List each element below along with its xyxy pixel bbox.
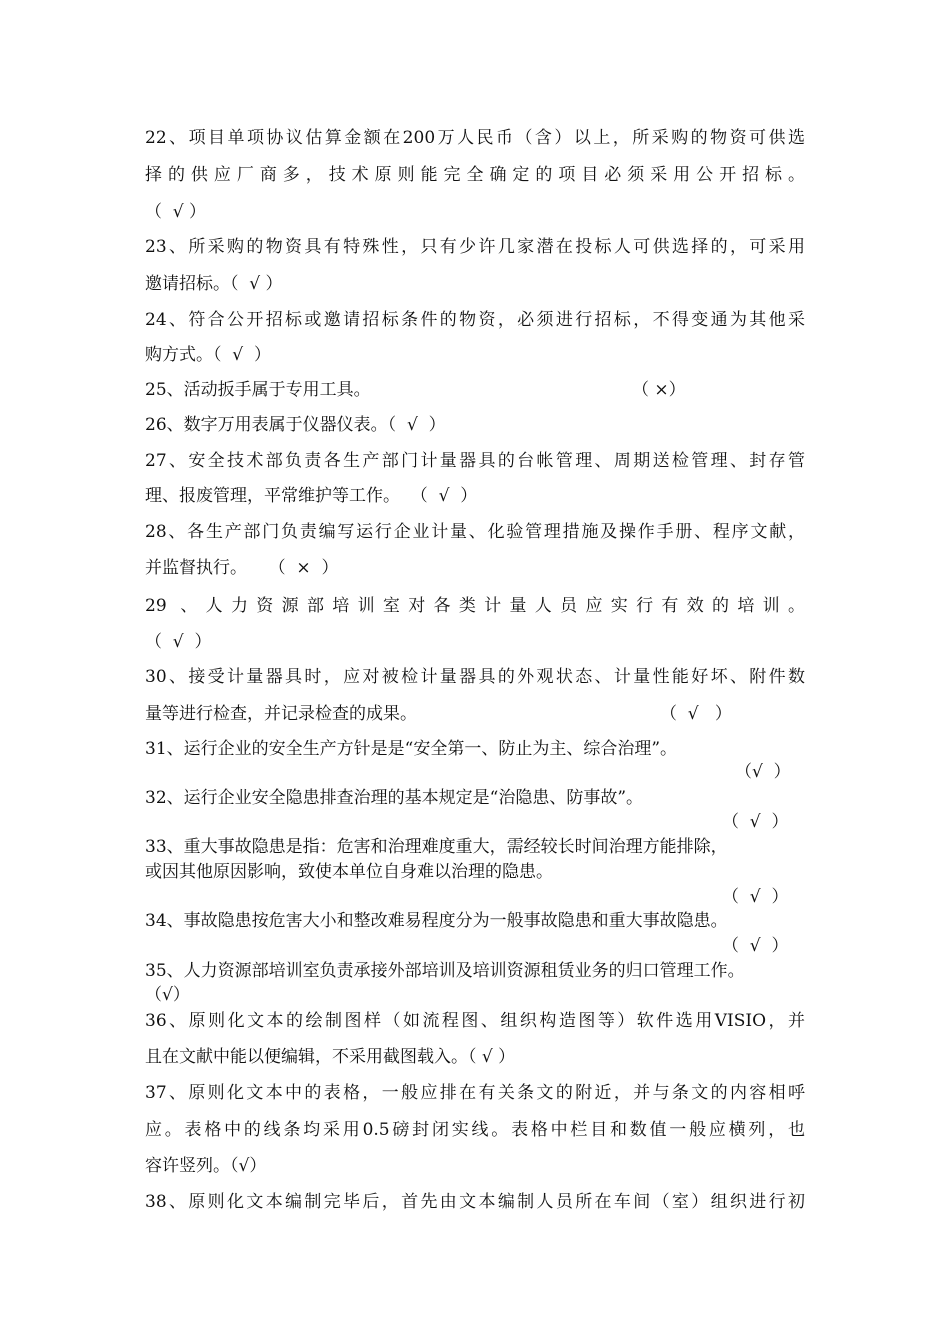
question-28-line-1: 28、各生产部门负责编写运行企业计量、化验管理措施及操作手册、程序文献， [145, 522, 805, 542]
question-28-line-2: 并监督执行。 （ × ） [145, 558, 339, 578]
question-36-line-1: 36、原则化文本的绘制图样（如流程图、组织构造图等）软件选用VISIO，并 [145, 1011, 805, 1031]
question-24-line-2: 购方式。（ √ ） [145, 345, 271, 365]
question-30-line-2: 量等进行检查，并记录检查的成果。 [145, 704, 417, 724]
question-27-line-2: 理、报废管理，平常维护等工作。 （ √ ） [145, 486, 478, 506]
question-36-line-2: 且在文献中能以便编辑，不采用截图载入。（ √ ） [145, 1047, 516, 1067]
question-32: 32、运行企业安全隐患排查治理的基本规定是“治隐患、防事故”。 [145, 788, 644, 808]
question-33-line-1: 33、重大事故隐患是指：危害和治理难度重大，需经较长时间治理方能排除， [145, 837, 728, 857]
question-31: 31、运行企业的安全生产方针是是“安全第一、防止为主、综合治理”。 [145, 739, 678, 759]
question-25: 25、活动扳手属于专用工具。 [145, 380, 371, 400]
question-38-line-1: 38、原则化文本编制完毕后，首先由文本编制人员所在车间（室）组织进行初 [145, 1192, 805, 1212]
question-23-line-1: 23、所采购的物资具有特殊性，只有少许几家潜在投标人可供选择的，可采用 [145, 237, 805, 257]
question-35: 35、人力资源部培训室负责承接外部培训及培训资源租赁业务的归口管理工作。 [145, 961, 745, 981]
question-33-line-2: 或因其他原因影响，致使本单位自身难以治理的隐患。 [145, 862, 553, 882]
question-25-answer: （ ×） [632, 380, 686, 400]
question-22-line-2: 择的供应厂商多，技术原则能完全确定的项目必须采用公开招标。 [145, 165, 805, 185]
question-35-answer: （√） [145, 985, 190, 1005]
question-37-line-2: 应。表格中的线条均采用0.5磅封闭实线。表格中栏目和数值一般应横列，也 [145, 1120, 805, 1140]
question-30-line-1: 30、接受计量器具时，应对被检计量器具的外观状态、计量性能好坏、附件数 [145, 667, 805, 687]
question-33-answer: （ √ ） [722, 887, 789, 907]
question-31-answer: （√ ） [735, 762, 791, 782]
question-22-line-1: 22、项目单项协议估算金额在200万人民币（含）以上，所采购的物资可供选 [145, 128, 805, 148]
question-37-line-3: 容许竖列。（√） [145, 1156, 267, 1176]
question-22-answer: （ √ ） [145, 202, 207, 222]
question-27-line-1: 27、安全技术部负责各生产部门计量器具的台帐管理、周期送检管理、封存管 [145, 451, 805, 471]
question-34-answer: （ √ ） [722, 936, 789, 956]
question-34: 34、事故隐患按危害大小和整改难易程度分为一般事故隐患和重大事故隐患。 [145, 911, 728, 931]
question-37-line-1: 37、原则化文本中的表格，一般应排在有关条文的附近，并与条文的内容相呼 [145, 1083, 805, 1103]
question-24-line-1: 24、符合公开招标或邀请招标条件的物资，必须进行招标，不得变通为其他采 [145, 310, 805, 330]
question-26: 26、数字万用表属于仪器仪表。（ √ ） [145, 415, 446, 435]
question-23-line-2: 邀请招标。（ √ ） [145, 274, 283, 294]
question-29-line-1: 29 、人力资源部培训室对各类计量人员应实行有效的培训。 [145, 596, 805, 616]
question-30-answer: （ √ ） [660, 704, 732, 724]
question-32-answer: （ √ ） [722, 812, 789, 832]
question-29-answer: （ √ ） [145, 632, 212, 652]
